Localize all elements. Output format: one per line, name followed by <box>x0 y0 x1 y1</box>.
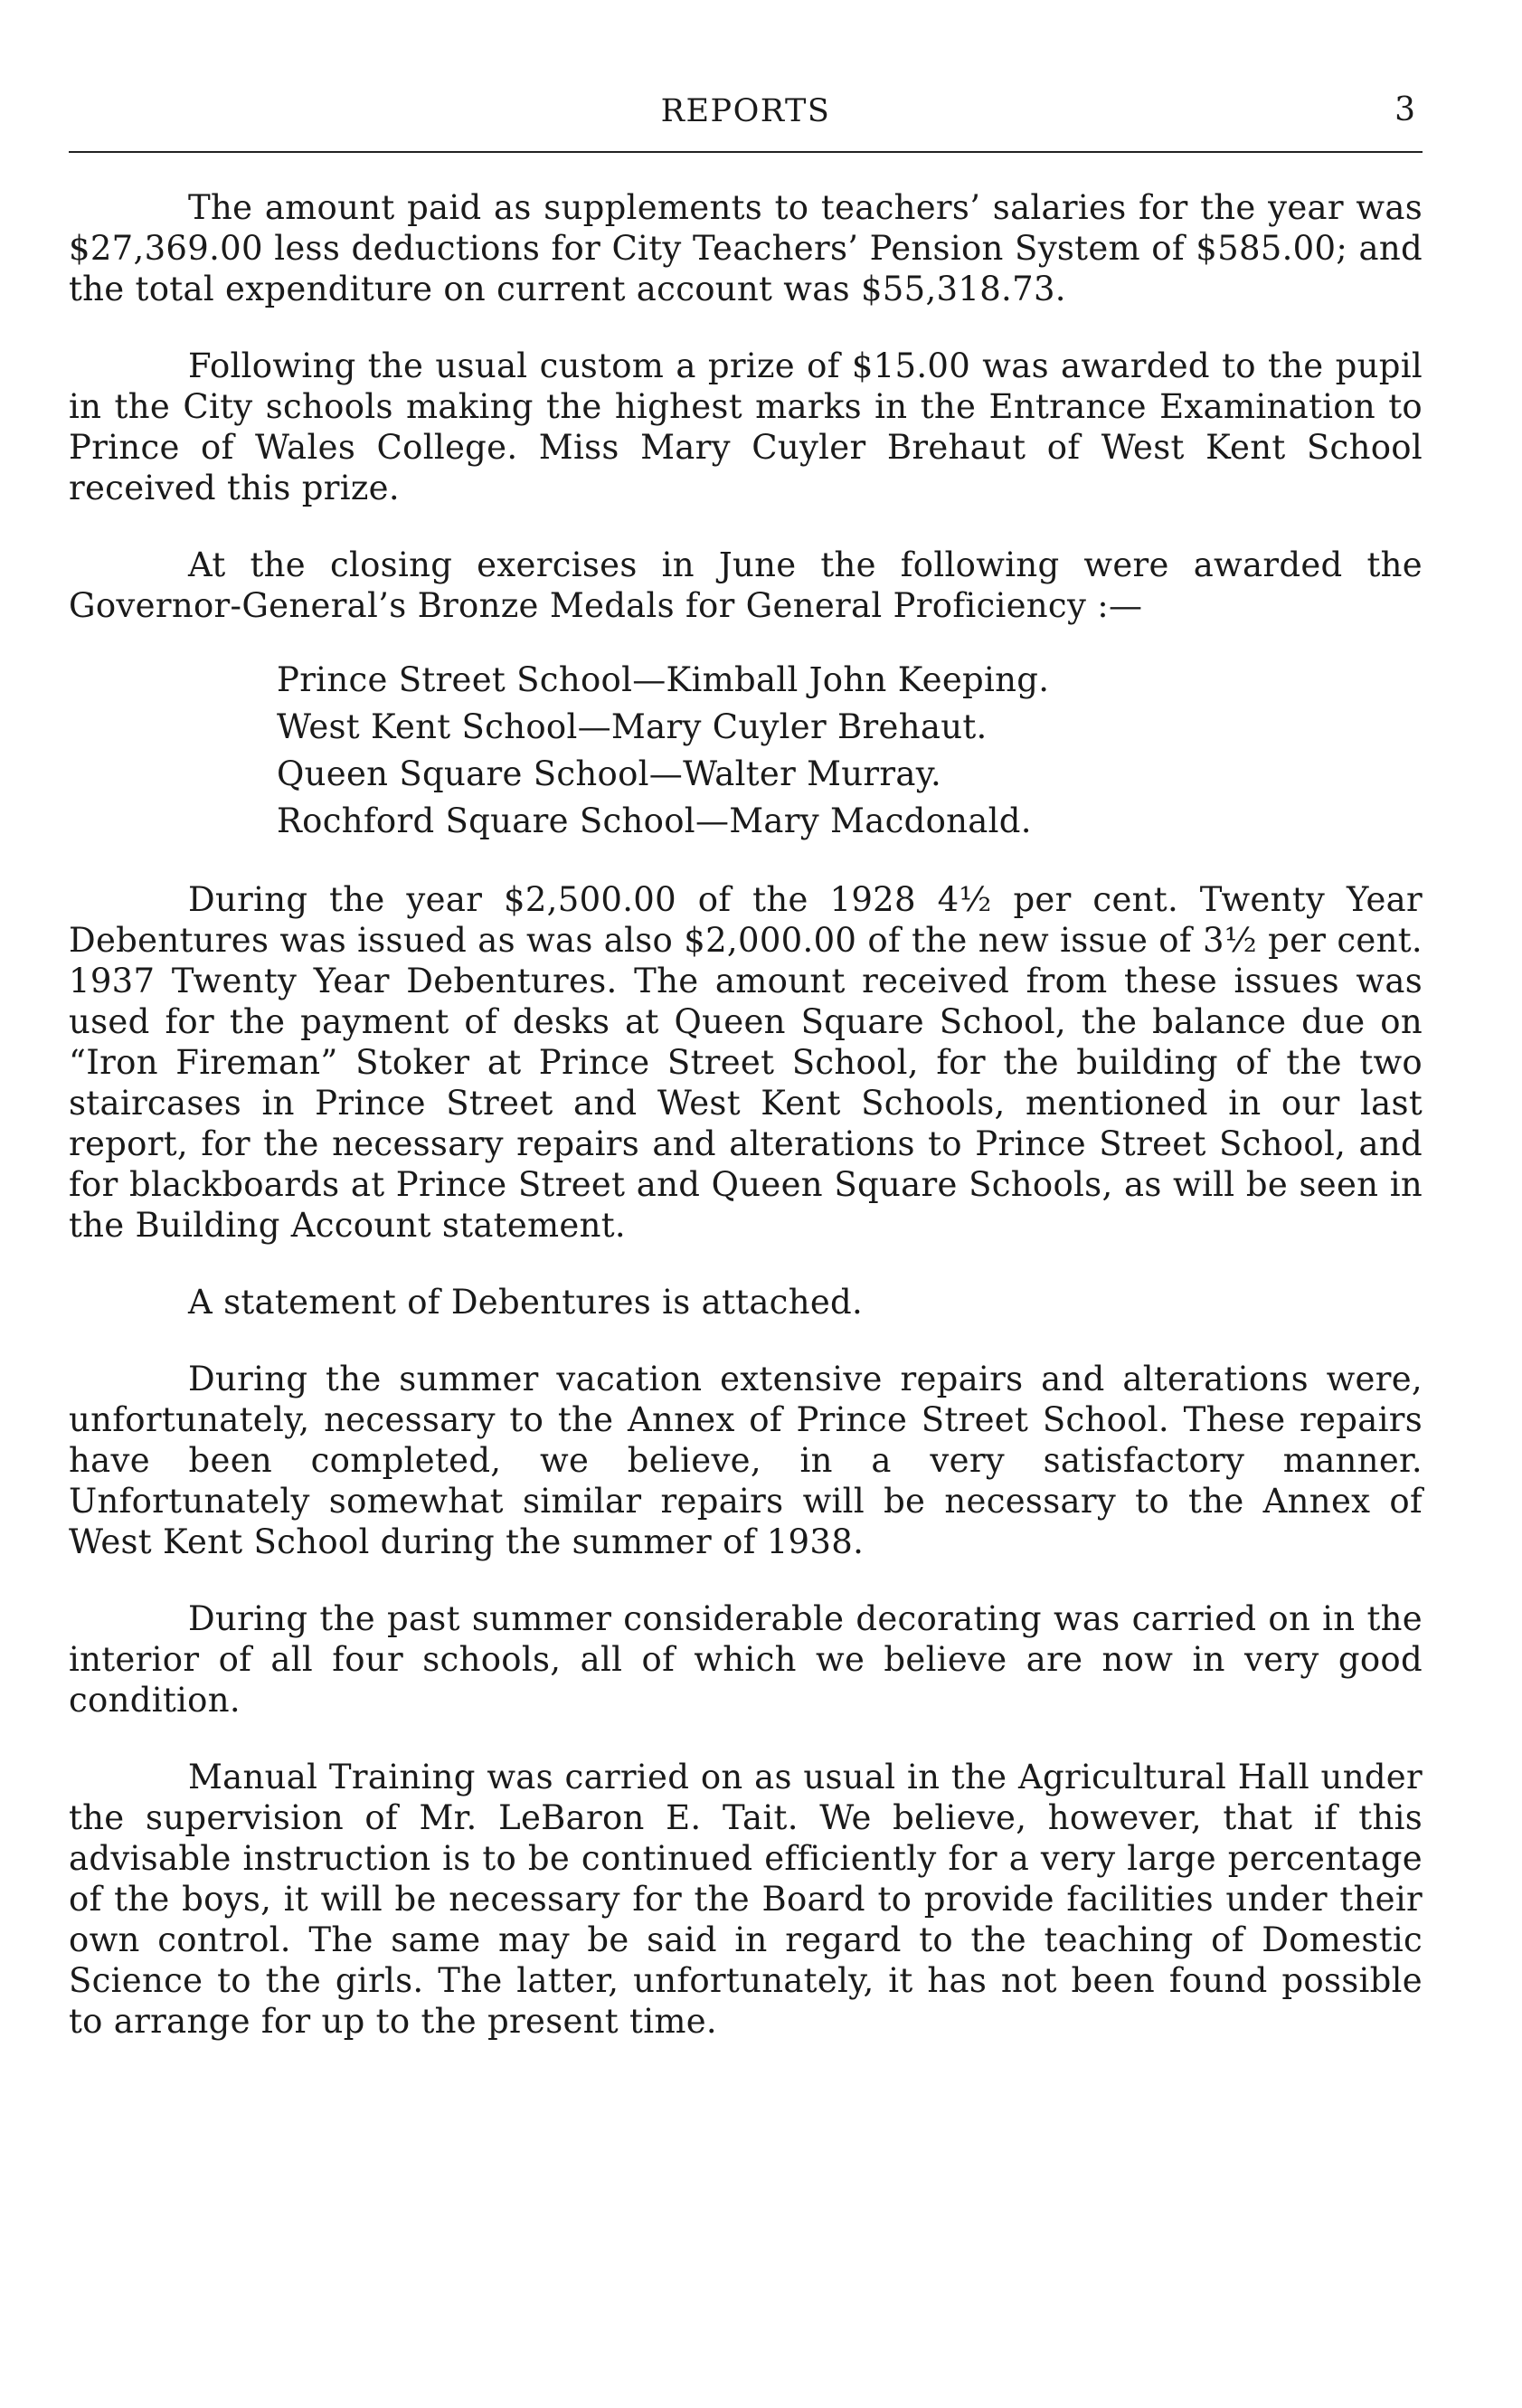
paragraph-medals-intro: At the closing exercises in June the following were awarded the Governor-General’s Bronze Medals for General Proficiency :— <box>69 545 1423 625</box>
body-text <box>69 187 1423 2042</box>
running-title: REPORTS <box>660 93 831 129</box>
medal-winner: Prince Street School—Kimball John Keeping. <box>277 660 1050 699</box>
medal-winner: Queen Square School—Walter Murray. <box>277 754 942 793</box>
paragraph-debentures-issued: During the year $2,500.00 of the 1928 4½ per cent. Twenty Year Debentures was issued as was also $2,000.00 of the new issue of 3½ per cent. 1937 Twenty Year Debentures. The amount received from these issues was used for the payment of desks at Queen Square School, the balance due on “Iron Fireman” Stoker at Prince Street School, for the building of the two staircases in Prince Street and West Kent Schools, mentioned in our last report, for the necessary repairs and alterations to Prince Street School, and for blackboards at Prince Street and Queen Square Schools, as will be seen in the Building Account statement. <box>69 880 1423 1245</box>
page-number: 3 <box>1394 91 1415 128</box>
medal-winner: West Kent School—Mary Cuyler Brehaut. <box>277 707 988 746</box>
paragraph-debentures-statement: A statement of Debentures is attached. <box>188 1283 864 1322</box>
paragraph-decorating: During the past summer considerable decorating was carried on in the interior of all four schools, all of which we believe are now in very good condition. <box>69 1599 1423 1720</box>
paragraph-manual-training: Manual Training was carried on as usual in the Agricultural Hall under the supervision of Mr. LeBaron E. Tait. We believe, however, that if this advisable instruction is to be continued efficiently for a very large percentage of the boys, it will be necessary for the Board to provide facilities under their own control. The same may be said in regard to the teaching of Domestic Science to the girls. The latter, unfortunately, it has not been found possible to arrange for up to the present time. <box>69 1758 1423 2041</box>
paragraph-entrance-prize: Following the usual custom a prize of $15.00 was awarded to the pupil in the City schools making the highest marks in the Entrance Examination to Prince of Wales College. Miss Mary Cuyler Brehaut of West Kent School received this prize. <box>69 346 1423 507</box>
page-header <box>69 86 1423 153</box>
paragraph-summer-repairs: During the summer vacation extensive repairs and alterations were, unfortunately, necessary to the Annex of Prince Street School. These repairs have been completed, we believe, in a very satisfactory manner. Unfortunately somewhat similar repairs will be necessary to the Annex of West Kent School during the summer of 1938. <box>69 1360 1423 1561</box>
medal-winner: Rochford Square School—Mary Macdonald. <box>277 801 1032 840</box>
medal-winners-list <box>277 657 1423 845</box>
document-page <box>69 86 1423 2078</box>
paragraph-salary-supplements: The amount paid as supplements to teachers’ salaries for the year was $27,369.00 less deductions for City Teachers’ Pension System of $585.00; and the total expenditure on current account was $55,318.73. <box>69 188 1423 308</box>
